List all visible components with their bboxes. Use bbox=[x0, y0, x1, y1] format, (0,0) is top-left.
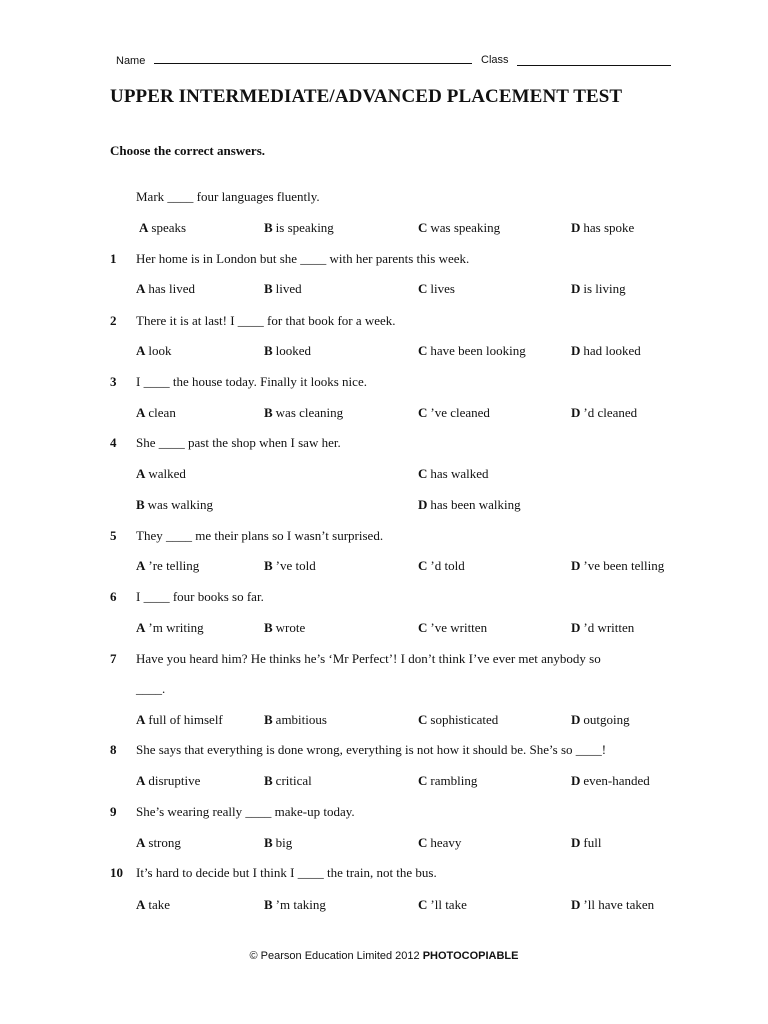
question-number: 1 bbox=[110, 251, 117, 266]
option-b[interactable]: B is speaking bbox=[264, 220, 334, 235]
option-c[interactable]: C lives bbox=[418, 281, 455, 296]
option-a[interactable]: A walked bbox=[136, 466, 186, 481]
option-a[interactable]: A has lived bbox=[136, 281, 195, 296]
class-field-line[interactable] bbox=[517, 56, 671, 66]
option-d[interactable]: D even-handed bbox=[571, 773, 650, 788]
option-c[interactable]: C was speaking bbox=[418, 220, 501, 235]
question-stem: It’s hard to decide but I think I ____ the train, not the bus. bbox=[136, 865, 437, 880]
option-b[interactable]: B critical bbox=[264, 773, 312, 788]
option-d[interactable]: D ’ve been telling bbox=[571, 558, 665, 573]
option-d[interactable]: D is living bbox=[571, 281, 626, 296]
option-b[interactable]: B big bbox=[264, 835, 293, 850]
question-stem: Her home is in London but she ____ with her parents this week. bbox=[136, 251, 470, 266]
name-label: Name bbox=[116, 55, 146, 67]
question-number: 4 bbox=[110, 435, 117, 450]
option-c[interactable]: C have been looking bbox=[418, 343, 526, 358]
copyright-footer bbox=[0, 950, 768, 962]
option-c[interactable]: C sophisticated bbox=[418, 712, 499, 727]
option-b[interactable]: B ’ve told bbox=[264, 558, 316, 573]
option-d[interactable]: D full bbox=[571, 835, 602, 850]
option-d[interactable]: D had looked bbox=[571, 343, 641, 358]
option-c[interactable]: C ’d told bbox=[418, 558, 465, 573]
question-number: 3 bbox=[110, 374, 117, 389]
option-c[interactable]: C ’ve cleaned bbox=[418, 405, 490, 420]
question-number: 5 bbox=[110, 528, 117, 543]
option-c[interactable]: C has walked bbox=[418, 466, 489, 481]
option-a[interactable]: A clean bbox=[136, 405, 176, 420]
question-stem: I ____ four books so far. bbox=[136, 589, 264, 604]
option-a[interactable]: A disruptive bbox=[136, 773, 201, 788]
option-c[interactable]: C ’ll take bbox=[418, 897, 467, 912]
option-a[interactable]: A speaks bbox=[139, 220, 187, 235]
name-field-line[interactable] bbox=[154, 54, 472, 64]
page-title: UPPER INTERMEDIATE/ADVANCED PLACEMENT TEST bbox=[110, 86, 623, 107]
question-stem: I ____ the house today. Finally it looks nice. bbox=[136, 374, 367, 389]
option-b[interactable]: B wrote bbox=[264, 620, 306, 635]
question-stem: She says that everything is done wrong, everything is not how it should be. She’s so ____! bbox=[136, 742, 607, 757]
option-a[interactable]: A take bbox=[136, 897, 171, 912]
question-number: 8 bbox=[110, 742, 117, 757]
option-a[interactable]: A ’re telling bbox=[136, 558, 200, 573]
option-c[interactable]: C ’ve written bbox=[418, 620, 488, 635]
option-d[interactable]: D ’d cleaned bbox=[571, 405, 638, 420]
question-stem: Mark ____ four languages fluently. bbox=[136, 189, 320, 204]
question-number: 10 bbox=[110, 865, 123, 880]
option-d[interactable]: D has been walking bbox=[418, 497, 521, 512]
class-label: Class bbox=[481, 54, 509, 66]
question-number: 9 bbox=[110, 804, 117, 819]
option-b[interactable]: B was cleaning bbox=[264, 405, 344, 420]
copyright-text: © Pearson Education Limited 2012 bbox=[249, 950, 423, 962]
option-b[interactable]: B ambitious bbox=[264, 712, 327, 727]
option-b[interactable]: B looked bbox=[264, 343, 312, 358]
question-number: 2 bbox=[110, 313, 117, 328]
option-c[interactable]: C rambling bbox=[418, 773, 478, 788]
question-stem: Have you heard him? He thinks he’s ‘Mr Perfect’! I don’t think I’ve ever met anybody so bbox=[136, 651, 601, 666]
option-b[interactable]: B was walking bbox=[136, 497, 214, 512]
option-a[interactable]: A look bbox=[136, 343, 172, 358]
option-b[interactable]: B ’m taking bbox=[264, 897, 326, 912]
option-d[interactable]: D ’d written bbox=[571, 620, 635, 635]
option-a[interactable]: A ’m writing bbox=[136, 620, 204, 635]
instruction-text: Choose the correct answers. bbox=[110, 143, 265, 158]
option-d[interactable]: D outgoing bbox=[571, 712, 630, 727]
question-stem-continued: ____. bbox=[136, 681, 166, 696]
question-number: 7 bbox=[110, 651, 117, 666]
option-c[interactable]: C heavy bbox=[418, 835, 462, 850]
question-stem: They ____ me their plans so I wasn’t surprised. bbox=[136, 528, 384, 543]
question-number: 6 bbox=[110, 589, 117, 604]
question-stem: She’s wearing really ____ make-up today. bbox=[136, 804, 355, 819]
option-a[interactable]: A full of himself bbox=[136, 712, 223, 727]
option-d[interactable]: D has spoke bbox=[571, 220, 635, 235]
question-stem: She ____ past the shop when I saw her. bbox=[136, 435, 341, 450]
option-d[interactable]: D ’ll have taken bbox=[571, 897, 655, 912]
option-a[interactable]: A strong bbox=[136, 835, 181, 850]
photocopiable-label: PHOTOCOPIABLE bbox=[422, 950, 519, 962]
question-stem: There it is at last! I ____ for that book for a week. bbox=[136, 313, 396, 328]
student-header bbox=[116, 54, 509, 67]
option-b[interactable]: B lived bbox=[264, 281, 302, 296]
